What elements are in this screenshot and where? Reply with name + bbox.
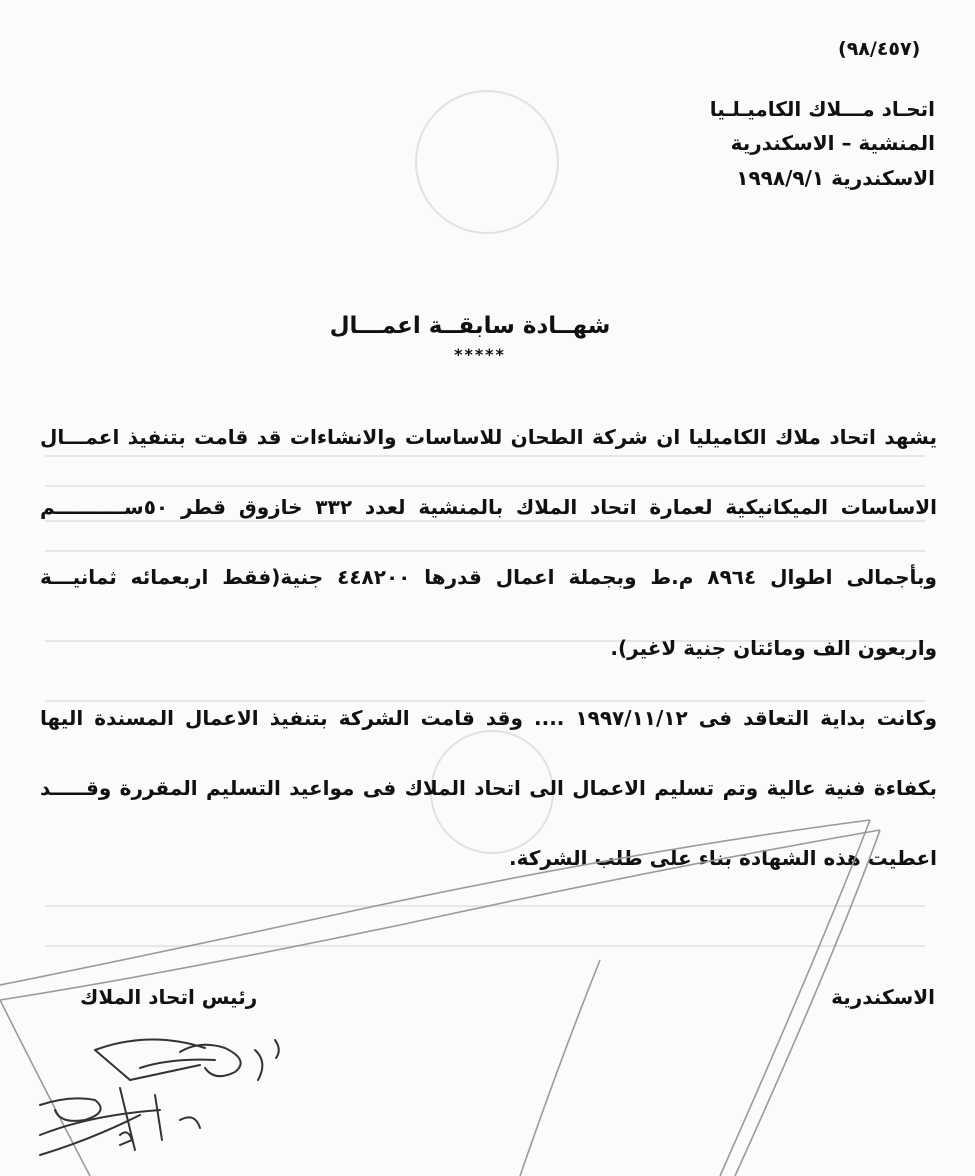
bleed-through-line <box>45 485 925 487</box>
body-line-4: واربعون الف ومائتان جنية لاغير). <box>610 636 937 660</box>
header-union-name: اتحـاد مـــلاك الكاميـلـيا <box>709 97 935 121</box>
bleed-through-line <box>45 455 925 457</box>
document-title: شهــادة سابقــة اعمـــال <box>329 313 611 339</box>
body-line-1: يشهد اتحاد ملاك الكاميليا ان شركة الطحان للاساسات والانشاءات قد قامت بتنفيذ اعمـــال <box>40 425 937 449</box>
bleed-through-line <box>45 550 925 552</box>
reference-number: (٩٨/٤٥٧) <box>838 38 921 60</box>
signature-title: رئيس اتحاد الملاك <box>80 985 258 1009</box>
bleed-through-seal-icon <box>415 90 559 234</box>
bleed-through-line <box>45 905 925 907</box>
title-stars: ***** <box>454 345 506 364</box>
handwritten-signature-icon <box>40 1039 279 1155</box>
signature-place: الاسكندرية <box>831 985 935 1009</box>
bleed-through-line <box>45 945 925 947</box>
body-line-7: اعطيت هذه الشهادة بناء على طلب الشركة. <box>509 846 937 870</box>
header-date: الاسكندرية ١٩٩٨/٩/١ <box>736 166 935 190</box>
bleed-through-line <box>45 700 925 702</box>
body-line-3: وبأجمالى اطوال ٨٩٦٤ م.ط وبجملة اعمال قدرها ٤٤٨٢٠٠ جنية(فقط اربعمائه ثمانيـــة <box>40 565 937 589</box>
header-location: المنشية – الاسكندرية <box>730 131 935 155</box>
body-line-5: وكانت بداية التعاقد فى ١٩٩٧/١١/١٢ .... وقد قامت الشركة بتنفيذ الاعمال المسندة اليها <box>40 706 937 730</box>
body-line-6: بكفاءة فنية عالية وتم تسليم الاعمال الى اتحاد الملاك فى مواعيد التسليم المقررة وقـــــد <box>40 776 937 800</box>
body-line-2: الاساسات الميكانيكية لعمارة اتحاد الملاك بالمنشية لعدد ٣٣٢ خازوق قطر ٥٠ســــــــــم <box>40 495 937 519</box>
